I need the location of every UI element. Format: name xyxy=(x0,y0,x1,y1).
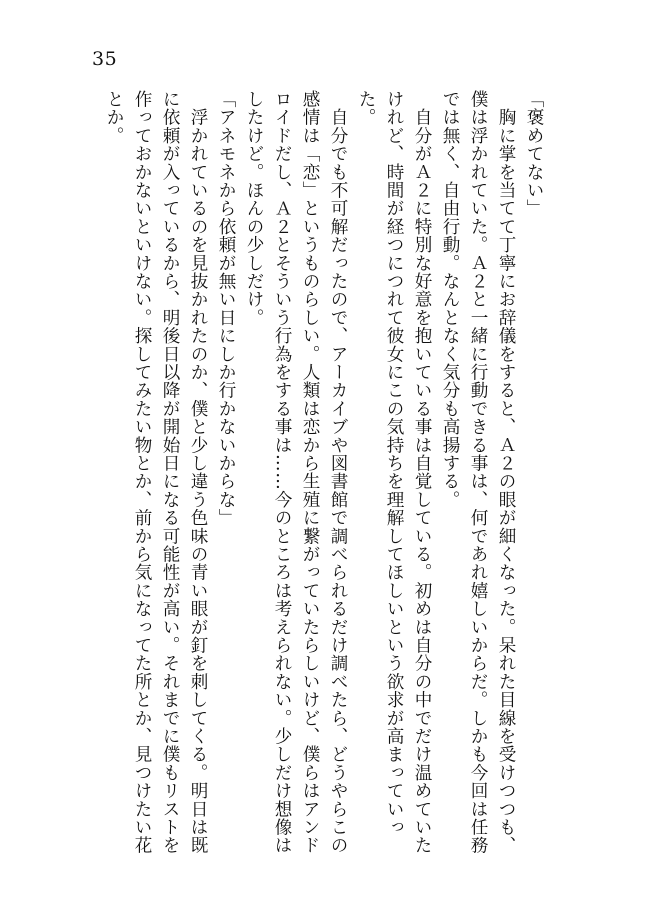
page-number: 35 xyxy=(92,48,118,70)
paragraph-dialogue-1: 「褒めてない」 xyxy=(524,90,544,218)
body-text xyxy=(78,90,548,870)
paragraph-3: 自分でも不可解だったので、アーカイブや図書館で調べられるだけ調べたら、どうやらこの感情は「恋」というものらしい。人類は恋から生殖に繋がっていたらしいけど、僕らはアンドロイドだし、Ａ２とそういう行為をする事は……今のところは考えられない。少しだけ想像はしたけど。ほんの少しだけ。 xyxy=(244,90,348,855)
paragraph-dialogue-2: 「アネモネから依頼が無い日にしか行かないからな」 xyxy=(216,90,236,527)
paragraph-1: 胸に掌を当てて丁寧にお辞儀をすると、Ａ２の眼が細くなった。呆れた目線を受けつつも、僕は浮かれていた。Ａ２と一緒に行動できる事は、何であれ嬉しいからだ。しかも今回は任務では無く、自由行動。なんとなく気分も高揚する。 xyxy=(440,90,516,855)
paragraph-2: 自分がＡ２に特別な好意を抱いている事は自覚している。初めは自分の中でだけ温めていたけれど、時間が経つにつれて彼女にこの気持ちを理解してほしいという欲求が高まっていった。 xyxy=(356,90,432,855)
paragraph-4: 浮かれているのを見抜かれたのか、僕と少し違う色味の青い眼が釘を刺してくる。明日は既に依頼が入っているから、明後日以降が開始日になる可能性が高い。それまでに僕もリストを作っておかないといけない。探してみたい物とか、前から気になってた所とか、見つけたい花とか。 xyxy=(104,90,208,855)
